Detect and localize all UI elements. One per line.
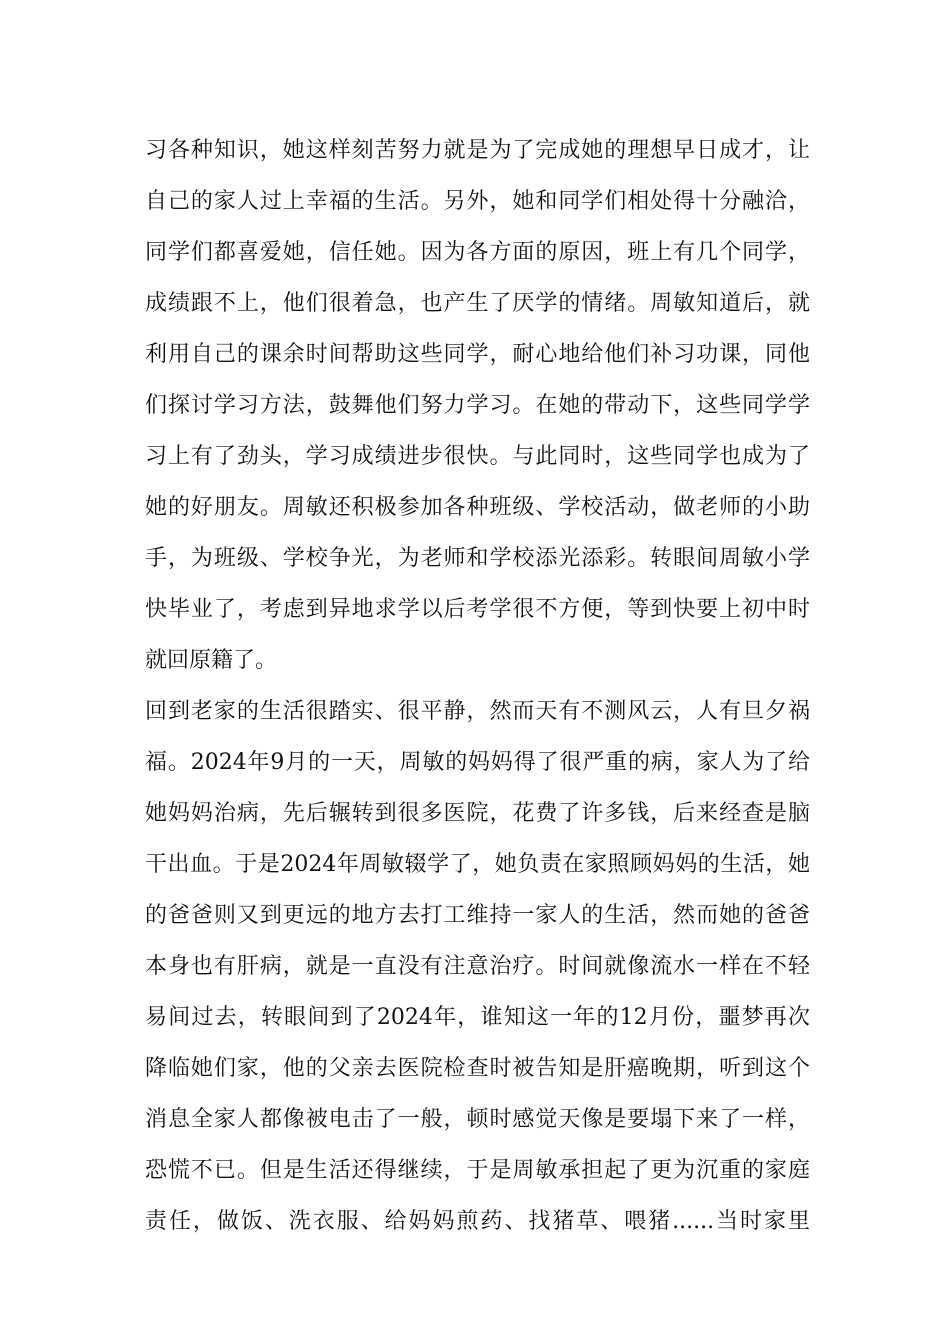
text-line: 她妈妈治病，先后辗转到很多医院，花费了许多钱，后来经查是脑 (145, 801, 810, 826)
text-line: 干出血。于是2024年周敏辍学了，她负责在家照顾妈妈的生活，她 (145, 852, 810, 877)
text-line: 她的好朋友。周敏还积极参加各种班级、学校活动，做老师的小助 (145, 495, 810, 520)
text-line: 成绩跟不上，他们很着急，也产生了厌学的情绪。周敏知道后，就 (145, 291, 810, 316)
text-line: 本身也有肝病，就是一直没有注意治疗。时间就像流水一样在不轻 (145, 954, 810, 979)
text-line: 责任，做饭、洗衣服、给妈妈煎药、找猪草、喂猪......当时家里 (145, 1209, 810, 1234)
text-line: 福。2024年9月的一天，周敏的妈妈得了很严重的病，家人为了给 (145, 750, 810, 775)
text-line: 自己的家人过上幸福的生活。另外，她和同学们相处得十分融洽， (145, 189, 810, 214)
text-line: 降临她们家，他的父亲去医院检查时被告知是肝癌晚期，听到这个 (145, 1056, 810, 1081)
text-line: 消息全家人都像被电击了一般，顿时感觉天像是要塌下来了一样， (145, 1107, 810, 1132)
text-line: 恐慌不已。但是生活还得继续，于是周敏承担起了更为沉重的家庭 (145, 1158, 810, 1183)
text-line: 快毕业了，考虑到异地求学以后考学很不方便，等到快要上初中时 (145, 597, 810, 622)
text-line: 就回原籍了。 (145, 648, 278, 673)
text-line: 手，为班级、学校争光，为老师和学校添光添彩。转眼间周敏小学 (145, 546, 810, 571)
text-line: 的爸爸则又到更远的地方去打工维持一家人的生活，然而她的爸爸 (145, 903, 810, 928)
text-line: 同学们都喜爱她，信任她。因为各方面的原因，班上有几个同学， (145, 240, 810, 265)
text-line: 利用自己的课余时间帮助这些同学，耐心地给他们补习功课，同他 (145, 342, 810, 367)
text-line: 习上有了劲头，学习成绩进步很快。与此同时，这些同学也成为了 (145, 444, 810, 469)
text-line: 易间过去，转眼间到了2024年，谁知这一年的12月份，噩梦再次 (145, 1005, 810, 1030)
text-line: 回到老家的生活很踏实、很平静，然而天有不测风云，人有旦夕祸 (145, 699, 810, 724)
text-line: 们探讨学习方法，鼓舞他们努力学习。在她的带动下，这些同学学 (145, 393, 810, 418)
text-line: 习各种知识，她这样刻苦努力就是为了完成她的理想早日成才，让 (145, 138, 810, 163)
